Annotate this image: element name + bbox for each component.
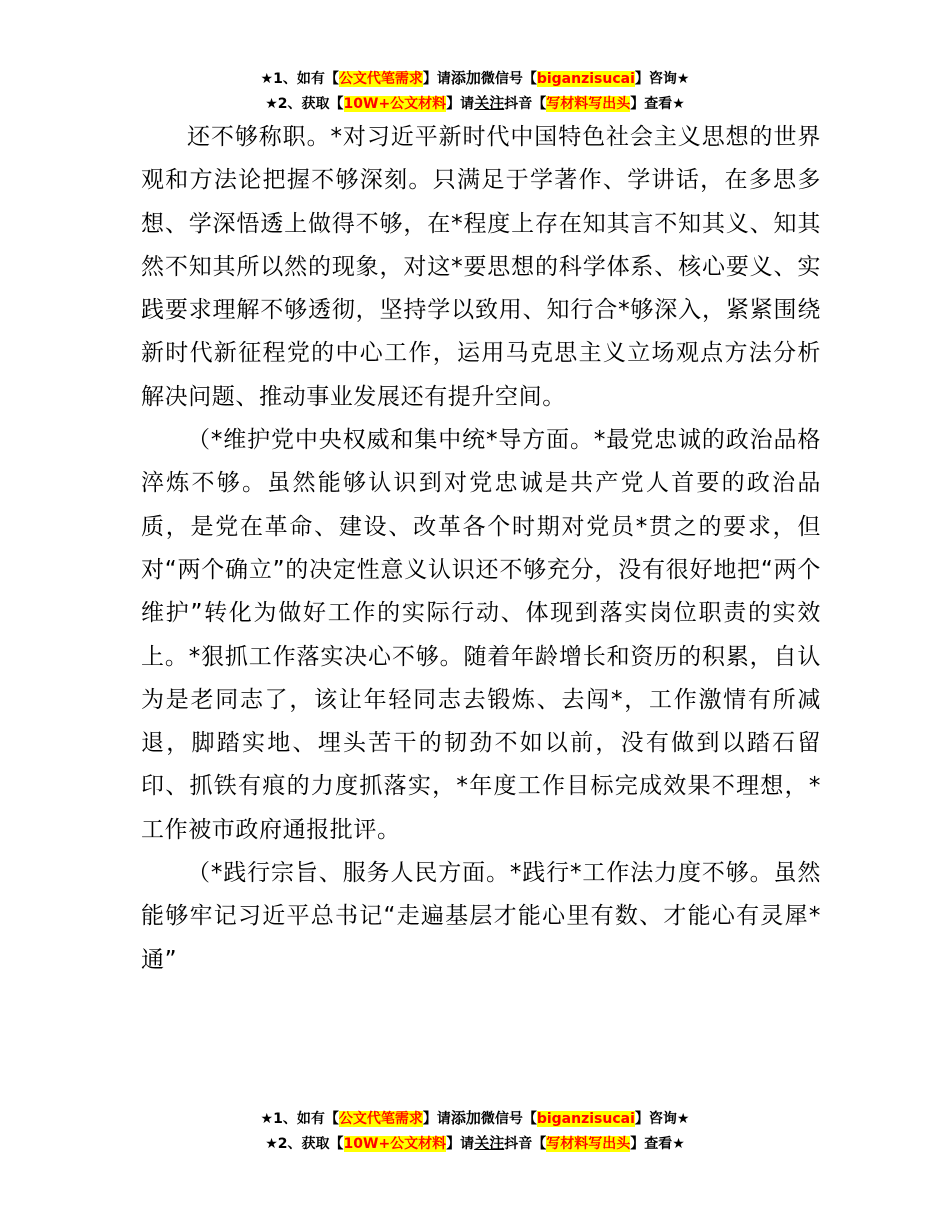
banner-line-1: [0, 66, 950, 91]
banner-line-2: [0, 91, 950, 116]
banner-1-highlight-wechat: biganzisucai: [536, 71, 635, 87]
footer-2-emphasis: 关注: [474, 1134, 505, 1152]
footer-2-highlight-douyin: 写材料写出头: [546, 1136, 631, 1152]
banner-2-mid: 】请: [446, 96, 475, 112]
body-paragraph-2: （*维护党中央权威和集中统*导方面。*最党忠诚的政治品格淬炼不够。虽然能够认识到对党忠诚是共产党人首要的政治品质，是党在革命、建设、改革各个时期对党员*贯之的要求，但对“两个确立”的决定性意义认识还不够充分，没有很好地把“两个维护”转化为做好工作的实际行动、体现到落实岗位职责的实效上。*狠抓工作落实决心不够。随着年龄增长和资历的积累，自认为是老同志了，该让年轻同志去锻炼、去闯*，工作激情有所减退，脚踏实地、埋头苦干的韧劲不如以前，没有做到以踏石留印、抓铁有痕的力度抓落实，*年度工作目标完成效果不理想，*工作被市政府通报批评。: [141, 427, 821, 843]
document-body: [141, 116, 821, 982]
banner-2-highlight-douyin: 写材料写出头: [546, 96, 631, 112]
banner-2-mid2: 抖音【: [504, 96, 547, 112]
banner-1-emphasis: 添加: [450, 69, 481, 87]
banner-2-highlight-materials: 10W+公文材料: [343, 96, 447, 112]
header-banner: [0, 66, 950, 116]
footer-banner-line-2: [0, 1131, 950, 1156]
footer-1-mid: 】请: [422, 1111, 451, 1127]
banner-1-highlight-service: 公文代笔需求: [338, 71, 423, 87]
footer-2-suffix: 】查看★: [630, 1136, 685, 1152]
banner-2-suffix: 】查看★: [630, 96, 685, 112]
footer-2-prefix: ★2、获取【: [265, 1136, 344, 1152]
banner-2-prefix: ★2、获取【: [265, 96, 344, 112]
banner-1-suffix: 】咨询★: [634, 71, 690, 87]
body-paragraph-1: 还不够称职。*对习近平新时代中国特色社会主义思想的世界观和方法论把握不够深刻。只满足于学著作、学讲话，在多思多想、学深悟透上做得不够，在*程度上存在知其言不知其义、知其然不知其所以然的现象，对这*要思想的科学体系、核心要义、实践要求理解不够透彻，坚持学以致用、知行合*够深入，紧紧围绕新时代新征程党的中心工作，运用马克思主义立场观点方法分析解决问题、推动事业发展还有提升空间。: [141, 124, 821, 410]
footer-1-suffix: 】咨询★: [634, 1111, 690, 1127]
banner-1-mid2: 微信号【: [480, 71, 537, 87]
banner-1-prefix: ★1、如有【: [260, 71, 339, 87]
footer-banner-line-1: [0, 1106, 950, 1131]
banner-2-emphasis: 关注: [474, 94, 505, 112]
footer-1-emphasis: 添加: [450, 1109, 481, 1127]
footer-1-highlight-service: 公文代笔需求: [338, 1111, 423, 1127]
footer-2-highlight-materials: 10W+公文材料: [343, 1136, 447, 1152]
footer-1-mid2: 微信号【: [480, 1111, 537, 1127]
footer-2-mid: 】请: [446, 1136, 475, 1152]
footer-2-mid2: 抖音【: [504, 1136, 547, 1152]
footer-banner: [0, 1106, 950, 1156]
banner-1-mid: 】请: [422, 71, 451, 87]
footer-1-prefix: ★1、如有【: [260, 1111, 339, 1127]
footer-1-highlight-wechat: biganzisucai: [536, 1111, 635, 1127]
body-paragraph-3: （*践行宗旨、服务人民方面。*践行*工作法力度不够。虽然能够牢记习近平总书记“走遍基层才能心里有数、才能心有灵犀*通”: [141, 860, 821, 973]
